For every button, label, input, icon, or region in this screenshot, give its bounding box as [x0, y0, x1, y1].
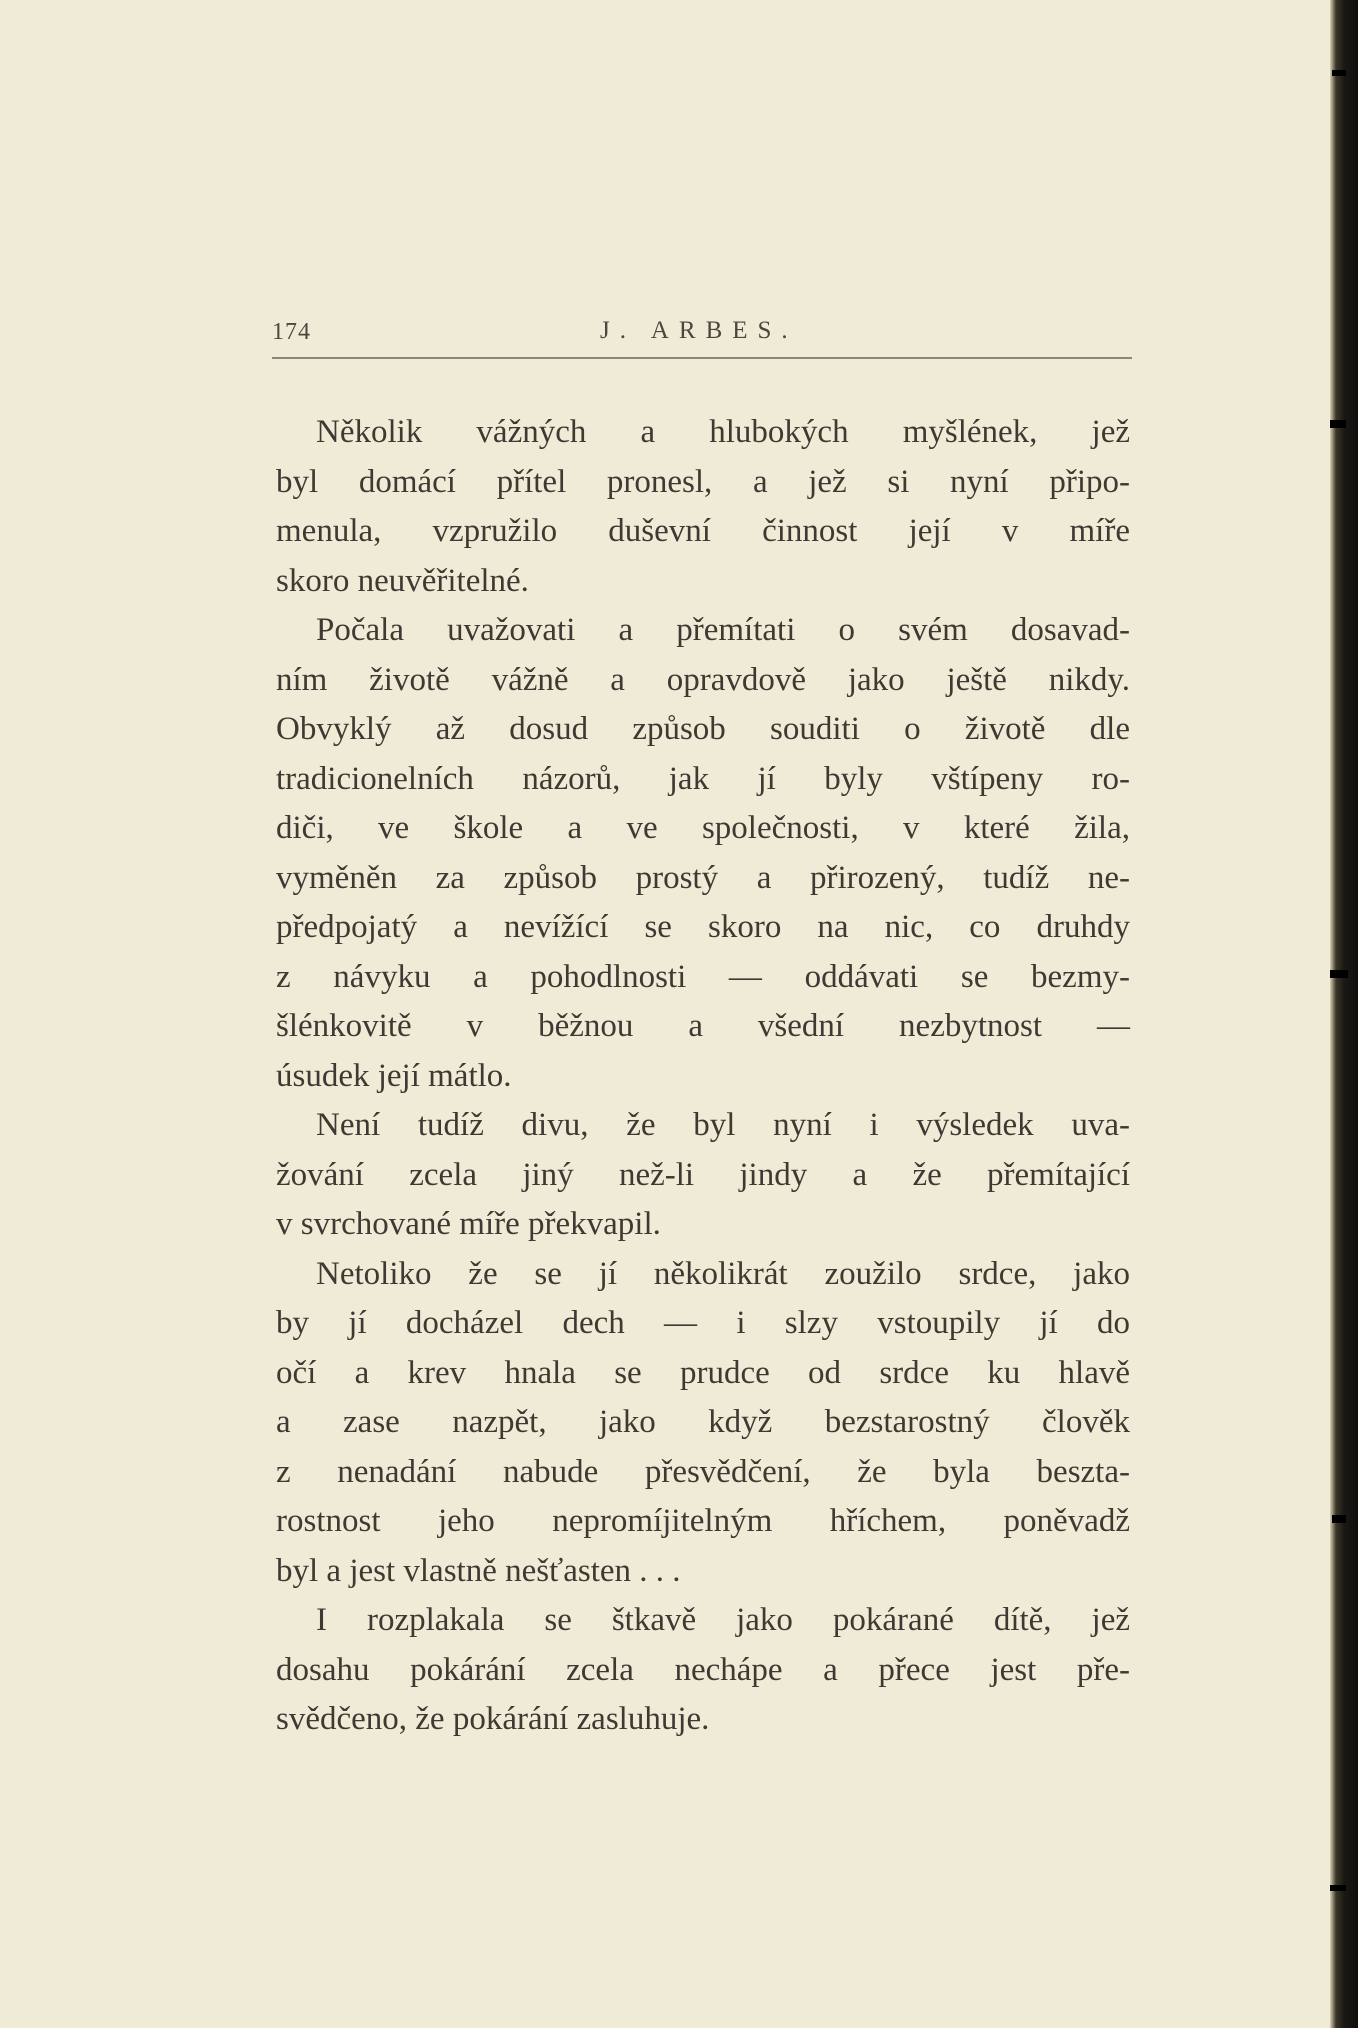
edge-tab-mark — [1332, 70, 1346, 76]
text-line: a zase nazpět, jako když bezstarostný člověk — [276, 1404, 1130, 1440]
text-line: v svrchované míře překvapil. — [276, 1206, 661, 1242]
text-line: svědčeno, že pokárání zasluhuje. — [276, 1701, 710, 1737]
paragraph — [276, 1250, 1130, 1597]
text-line: byl a jest vlastně nešťasten . . . — [276, 1552, 681, 1589]
text-line: šlénkovitě v běžnou a všední nezbytnost — — [276, 1008, 1130, 1044]
text-line: Počala uvažovati a přemítati o svém dosavad- — [316, 612, 1130, 648]
text-line: úsudek její mátlo. — [276, 1057, 512, 1094]
text-line: z návyku a pohodlnosti — oddávati se bezmy- — [276, 958, 1130, 995]
text-line: I rozplakala se štkavě jako pokárané dítě, jež — [316, 1602, 1130, 1638]
text-line: menula, vzpružilo duševní činnost její v míře — [276, 513, 1130, 549]
text-line: ním životě vážně a opravdově jako ještě nikdy. — [276, 661, 1130, 698]
text-line: Několik vážných a hlubokých myšlének, jež — [316, 414, 1130, 450]
paragraph — [276, 1596, 1130, 1745]
edge-tab-mark — [1330, 1885, 1346, 1891]
text-line: žování zcela jiný než-li jindy a že přemítající — [276, 1156, 1130, 1193]
edge-tab-mark — [1330, 970, 1348, 978]
page-edge-shadow — [1330, 0, 1358, 2028]
edge-tab-mark — [1332, 1515, 1346, 1523]
header-rule — [272, 357, 1132, 359]
text-line: rostnost jeho nepromíjitelným hříchem, poněvadž — [276, 1503, 1130, 1539]
paragraph — [276, 1101, 1130, 1250]
body-text — [276, 408, 1130, 1745]
text-line: dosahu pokárání zcela nechápe a přece jest pře- — [276, 1651, 1130, 1688]
text-line: tradicionelních názorů, jak jí byly vštípeny ro- — [276, 760, 1130, 797]
running-title: J. ARBES. — [600, 317, 798, 344]
text-line: Obvyklý až dosud způsob souditi o životě dle — [276, 711, 1130, 747]
text-line: očí a krev hnala se prudce od srdce ku hlavě — [276, 1354, 1130, 1391]
text-line: byl domácí přítel pronesl, a jež si nyní připo- — [276, 463, 1130, 500]
text-line: diči, ve škole a ve společnosti, v které žila, — [276, 810, 1130, 846]
edge-tab-mark — [1330, 420, 1346, 428]
page-header — [272, 313, 1132, 353]
text-line: vyměněn za způsob prostý a přirozený, tudíž ne- — [276, 859, 1130, 896]
paragraph — [276, 606, 1130, 1101]
paragraph — [276, 408, 1130, 606]
text-line: Není tudíž divu, že byl nyní i výsledek uva- — [316, 1107, 1130, 1143]
text-line: z nenadání nabude přesvědčení, že byla beszta- — [276, 1453, 1130, 1490]
page-number: 174 — [272, 319, 311, 345]
text-line: předpojatý a nevížící se skoro na nic, co druhdy — [276, 909, 1130, 945]
text-line: by jí docházel dech — i slzy vstoupily jí do — [276, 1305, 1130, 1341]
text-line: skoro neuvěřitelné. — [276, 562, 529, 599]
text-line: Netoliko že se jí několikrát zoužilo srdce, jako — [316, 1255, 1130, 1292]
